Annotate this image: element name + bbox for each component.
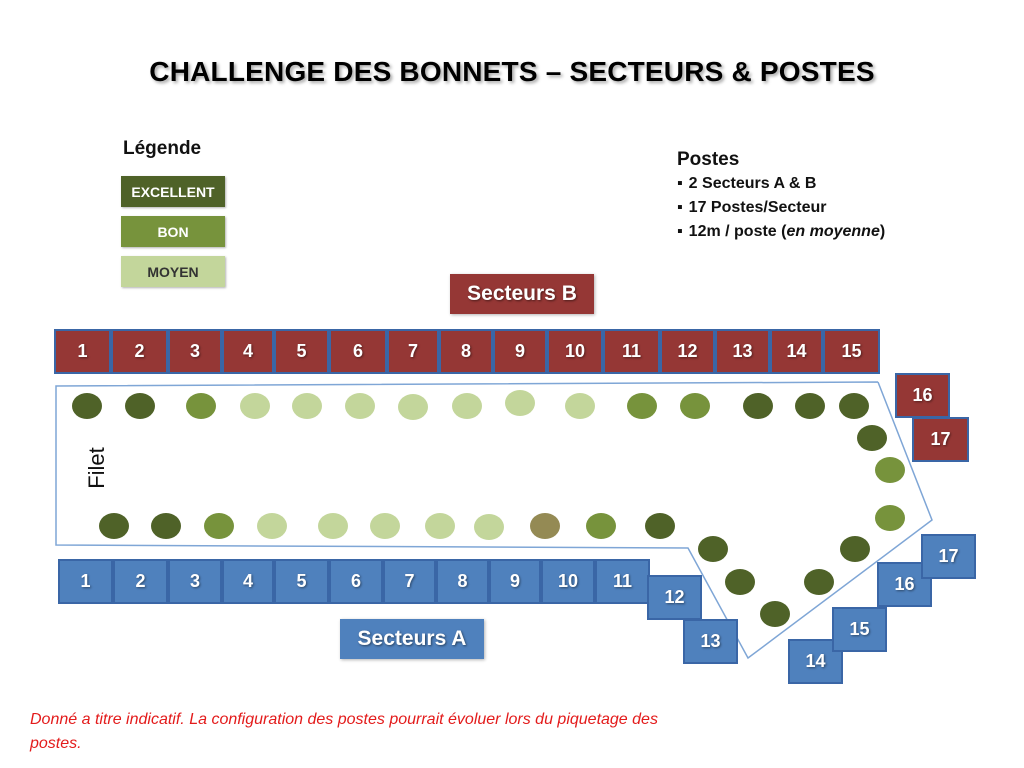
spot-moyen	[505, 390, 535, 416]
spot-moyen	[240, 393, 270, 419]
spot-bon	[204, 513, 234, 539]
secteur-b-poste-9	[493, 329, 547, 374]
page-title: CHALLENGE DES BONNETS – SECTEURS & POSTES	[149, 56, 875, 87]
secteur-a-poste-number: 11	[612, 571, 633, 591]
secteur-a-poste-5	[274, 559, 329, 604]
postes-heading: Postes	[677, 149, 740, 170]
spot-moyen	[565, 393, 595, 419]
secteur-b-poste-number: 9	[514, 341, 525, 361]
secteur-a-poste-17	[921, 534, 976, 579]
secteur-a-poste-3	[168, 559, 222, 604]
spot-moyen	[292, 393, 322, 419]
secteur-b-poste-13	[715, 329, 770, 374]
secteur-a-poste-number: 8	[457, 571, 468, 591]
legend-item-moyen: MOYEN	[121, 256, 225, 287]
secteur-a-poste-13	[683, 619, 738, 664]
secteur-a-poste-number: 6	[350, 571, 361, 591]
secteur-a-poste-number: 16	[894, 574, 915, 594]
spot-moyen	[425, 513, 455, 539]
spot-excellent	[760, 601, 790, 627]
postes-bullet: ▪ 2 Secteurs A & B	[677, 172, 885, 196]
spot-moyen	[318, 513, 348, 539]
secteur-a-poste-10	[541, 559, 595, 604]
secteur-a-label-text: Secteurs A	[357, 627, 467, 650]
footnote: Donné a titre indicatif. La configuration des postes pourrait évoluer lors du piquetage des postes.	[30, 711, 658, 752]
spot-excellent	[72, 393, 102, 419]
spot-excellent	[125, 393, 155, 419]
secteur-a-poste-1	[58, 559, 113, 604]
secteur-a-poste-15	[832, 607, 887, 652]
legend-item-excellent: EXCELLENT	[121, 176, 225, 207]
secteur-b-poste-4	[222, 329, 274, 374]
secteur-b-poste-number: 11	[621, 341, 642, 361]
secteur-b-poste-10	[547, 329, 603, 374]
spot-excellent	[99, 513, 129, 539]
secteur-b-poste-number: 6	[352, 341, 363, 361]
secteur-a-poste-number: 14	[805, 651, 826, 671]
spot-moyen	[370, 513, 400, 539]
postes-bullet: ▪ 17 Postes/Secteur	[677, 196, 885, 220]
secteur-a-poste-number: 3	[189, 571, 200, 591]
spot-bon	[186, 393, 216, 419]
secteur-b-poste-number: 13	[732, 341, 753, 361]
spot-bon	[627, 393, 657, 419]
secteur-b-poste-number: 8	[460, 341, 471, 361]
secteur-a-poste-9	[489, 559, 541, 604]
secteur-b-poste-number: 3	[189, 341, 200, 361]
spot-excellent	[839, 393, 869, 419]
spot-moyen	[257, 513, 287, 539]
secteur-a-poste-number: 17	[938, 546, 959, 566]
secteur-b-poste-number: 15	[841, 341, 862, 361]
secteur-a-poste-number: 15	[849, 619, 870, 639]
spot-other	[530, 513, 560, 539]
secteur-b-poste-1	[54, 329, 111, 374]
secteur-b-poste-2	[111, 329, 168, 374]
secteur-b-poste-number: 4	[242, 341, 253, 361]
secteur-b-poste-17	[912, 417, 969, 462]
spot-bon	[680, 393, 710, 419]
spot-excellent	[725, 569, 755, 595]
spot-excellent	[804, 569, 834, 595]
secteur-b-poste-15	[823, 329, 880, 374]
spot-moyen	[474, 514, 504, 540]
secteur-a-poste-8	[436, 559, 489, 604]
legend-title: Légende	[123, 138, 202, 159]
spot-excellent	[151, 513, 181, 539]
spot-excellent	[840, 536, 870, 562]
secteur-b-poste-number: 16	[912, 385, 933, 405]
filet-label: Filet	[84, 447, 109, 489]
spot-moyen	[398, 394, 428, 420]
spot-excellent	[857, 425, 887, 451]
spot-bon	[586, 513, 616, 539]
secteur-a-poste-number: 13	[700, 631, 721, 651]
postes-bullet: ▪ 12m / poste (en moyenne)	[677, 220, 885, 244]
secteur-b-poste-number: 14	[786, 341, 807, 361]
secteur-a-poste-7	[383, 559, 436, 604]
secteur-b-poste-11	[603, 329, 660, 374]
secteur-b-label-text: Secteurs B	[467, 282, 577, 305]
secteur-b-poste-number: 12	[677, 341, 698, 361]
spot-excellent	[698, 536, 728, 562]
legend-item-bon: BON	[121, 216, 225, 247]
secteur-a-poste-number: 4	[242, 571, 253, 591]
secteur-b-poste-number: 17	[930, 429, 951, 449]
secteur-a-poste-4	[222, 559, 274, 604]
secteur-a-poste-number: 9	[509, 571, 520, 591]
secteur-b-poste-number: 10	[564, 341, 586, 361]
secteur-a-poste-number: 5	[296, 571, 307, 591]
secteur-a-poste-number: 1	[80, 571, 91, 591]
spot-bon	[875, 457, 905, 483]
secteur-b-poste-12	[660, 329, 715, 374]
secteur-a-poste-number: 10	[557, 571, 579, 591]
spot-excellent	[743, 393, 773, 419]
secteur-a-poste-11	[595, 559, 650, 604]
secteur-a-poste-12	[647, 575, 702, 620]
secteur-b-poste-16	[895, 373, 950, 418]
spot-moyen	[452, 393, 482, 419]
secteur-a-poste-number: 2	[135, 571, 146, 591]
spot-excellent	[795, 393, 825, 419]
secteur-b-poste-3	[168, 329, 222, 374]
secteur-b-poste-14	[770, 329, 823, 374]
spot-excellent	[645, 513, 675, 539]
secteur-a-poste-number: 7	[404, 571, 415, 591]
secteur-b-poste-number: 7	[407, 341, 418, 361]
spot-moyen	[345, 393, 375, 419]
secteur-b-poste-number: 2	[134, 341, 145, 361]
secteur-b-poste-number: 1	[77, 341, 88, 361]
secteur-a-poste-number: 12	[664, 587, 685, 607]
secteur-b-poste-7	[387, 329, 439, 374]
secteur-b-poste-8	[439, 329, 493, 374]
secteur-b-poste-6	[329, 329, 387, 374]
spot-bon	[875, 505, 905, 531]
secteur-b-poste-number: 5	[296, 341, 307, 361]
secteur-b-poste-5	[274, 329, 329, 374]
secteur-a-poste-6	[329, 559, 383, 604]
secteur-a-poste-2	[113, 559, 168, 604]
